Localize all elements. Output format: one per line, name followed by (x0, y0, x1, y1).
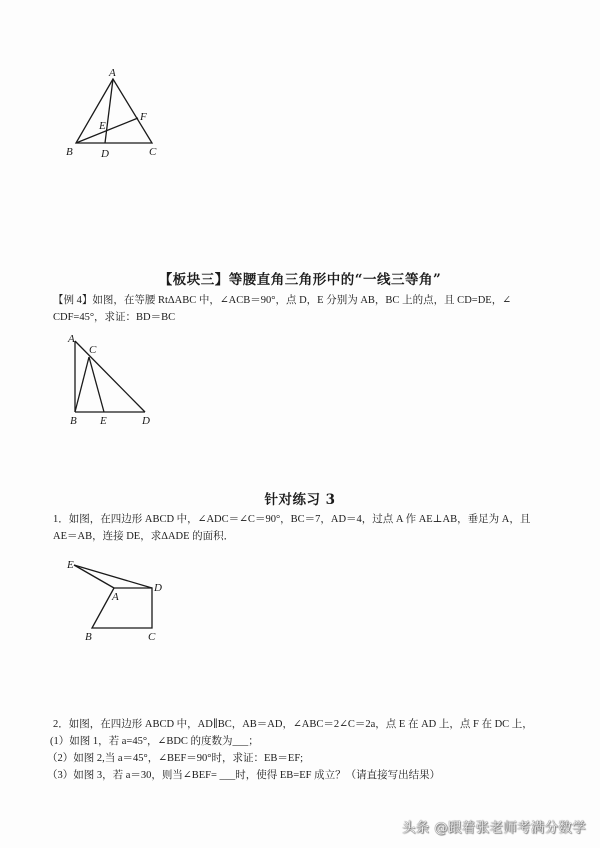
label-c: C (148, 631, 156, 643)
segment-ea (74, 565, 114, 588)
label-e: E (99, 120, 106, 132)
segment-cb (75, 357, 89, 412)
label-d: D (154, 582, 162, 594)
label-d: D (101, 148, 109, 160)
section-title-block-3: 【板块三】等腰直角三角形中的“一线三等角” (158, 272, 442, 288)
label-c: C (89, 344, 97, 356)
watermark: 头条 @跟着张老师考满分数学 (402, 820, 586, 836)
label-d: D (142, 415, 150, 427)
question-2-sub-1: (1）如图 1，若 a=45°，∠BDC 的度数为___； (50, 736, 259, 747)
question-2-sub-2: （2）如图 2,当 a＝45°，∠BEF＝90°时，求证：EB＝EF; (47, 753, 304, 764)
example-4-line-2: CDF=45°，求证：BD＝BC (53, 312, 176, 323)
quadrilateral-abcd (92, 588, 152, 628)
question-2-line-1: 2．如图，在四边形 ABCD 中，AD∥BC，AB＝AD，∠ABC＝2∠C＝2a，点 E 在 AD 上，点 F 在 DC 上， (53, 719, 533, 730)
example-4-line-1: 【例 4】如图，在等腰 RtΔABC 中，∠ACB＝90°，点 D，E 分别为 AB，BC 上的点，且 CD=DE，∠ (53, 295, 511, 306)
label-b: B (85, 631, 92, 643)
figure-question-1 (60, 550, 180, 650)
segment-ad (75, 341, 145, 412)
label-a: A (112, 591, 119, 603)
question-1-line-2: AE＝AB，连接 DE，求ΔADE 的面积． (53, 531, 235, 542)
figure-example-4 (60, 330, 170, 430)
section-title-practice-3: 针对练习 3 (264, 492, 336, 508)
segment-ad (105, 79, 113, 143)
segment-ce (89, 357, 104, 412)
label-f: F (140, 111, 147, 123)
segment-ed (74, 565, 152, 588)
question-1-line-1: 1．如图，在四边形 ABCD 中，∠ADC＝∠C＝90°，BC＝7，AD＝4，过点 A 作 AE⊥AB，垂足为 A，且 (53, 514, 531, 525)
figure-triangle-abc-1 (60, 60, 180, 160)
label-b: B (66, 146, 73, 158)
label-e: E (100, 415, 107, 427)
label-e: E (67, 559, 74, 571)
question-2-sub-3: （3）如图 3，若 a＝30，则当∠BEF= ___时，使得 EB=EF 成立？（请直接写出结果） (47, 770, 441, 781)
label-a: A (109, 67, 116, 79)
segment-bf (76, 118, 138, 143)
label-b: B (70, 415, 77, 427)
label-a: A (68, 333, 75, 345)
label-c: C (149, 146, 157, 158)
